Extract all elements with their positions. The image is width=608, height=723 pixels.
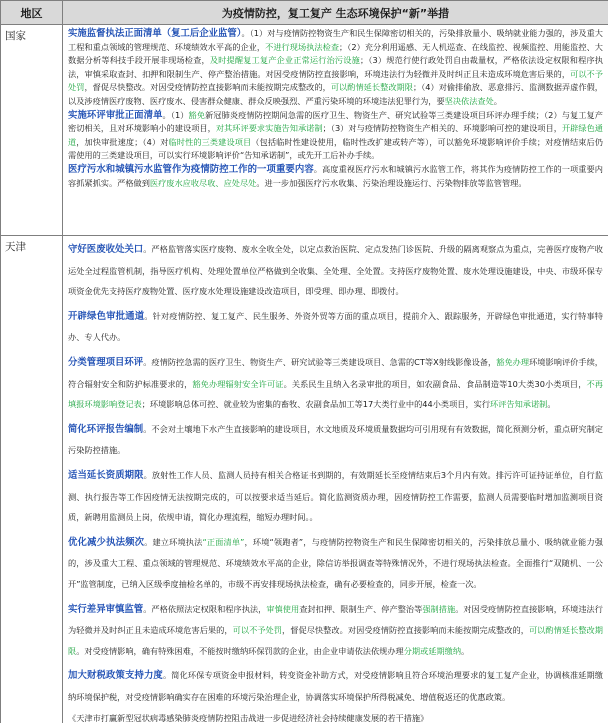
tianjin-item-3-highlight-1: 豁免办理 — [496, 356, 530, 367]
tianjin-item-8-title: 加大财税政策支持力度 — [68, 670, 163, 682]
tianjin-item-2-title: 开辟绿色审批通道 — [68, 310, 145, 322]
national-p3-title: 医疗污水和城镇污水监管作为疫情防控工作的一项重要内容 — [68, 163, 314, 175]
national-p2-title: 实施环评审批正面清单 — [68, 109, 163, 121]
tianjin-item-2-text-1: 。针对疫情防控、复工复产、民生服务、外资外贸等方面的重点项目，提前介入、跟踪服务，开辟绿色审批通道，实行特事特办、专人代办。 — [68, 310, 603, 343]
tianjin-item-5-text-1: 。放射性工作人员、监测人员持有相关合格证书到期的，有效期延长至疫情结束后3个月内有效。排污许可证持证单位，自行监测、执行报告等工作因疫情无法按期完成的，可以按要求适当延后。简化监测资质办理，因疫情防控工作需要，监测人员需要临时增加监测项目资质，新聘用监测员上岗，依规申请，简化办理流程，缩短办理时间。。 — [68, 469, 603, 523]
tianjin-item-3-text-4: ；环境影响总体可控、就业较为密集的畜牧、农副食品加工等17大类行业中的44小类项目，实行 — [141, 399, 491, 410]
tianjin-item-7-highlight-3: 可以不予处罚 — [232, 625, 283, 636]
national-p2-text-5: （包括临时性建设使用，临时性改扩建或转产等），可以豁免环境影响评价手续；对疫情结束后仍需使用的三类建设项目，可以实行环境影响评价“告知承诺制”，或先开工后补办手续。 — [68, 136, 603, 161]
content-cell-national — [63, 25, 608, 236]
national-p2-text-1: 。（1） — [162, 109, 189, 120]
tianjin-item-7-title: 实行差异审慎监管 — [68, 603, 144, 615]
national-p1-text-5: ；（4）对偷排偷放、恶意排污、监测数据弄虚作假，以及涉疫情医疗废物、医疗废水、侵害群众健康、群众反映强烈、严重污染环境的环境违法犯罪行为，要 — [68, 82, 603, 106]
tianjin-item-6-highlight-1: “正面清单” — [202, 536, 245, 547]
national-paragraph-1 — [68, 27, 603, 109]
table-row-national — [1, 25, 608, 236]
tianjin-item-1-title: 守好医废收处关口 — [68, 244, 144, 255]
tianjin-item-7 — [68, 599, 603, 662]
tianjin-item-3-highlight-4: 环评告知承诺制 — [490, 399, 548, 410]
national-p1-text-2: ；（2）充分利用遥感、无人机巡查、在线监控、视频监控、用能监控、大数据分析等科技手段开展非现场检查， — [68, 41, 603, 66]
tianjin-item-1 — [68, 239, 603, 302]
national-p1-text-1: 。（1）对与疫情防控物资生产和民生保障密切相关的，污染排放量小、吸纳就业能力强的，涉及重大工程和重点领域的管理规范、环境绩效水平高的企业， — [68, 28, 603, 52]
table-header-row — [1, 1, 608, 25]
national-p1-highlight-1: 不进行现场执法检查 — [265, 41, 340, 52]
tianjin-item-4-title: 简化环评报告编制 — [68, 423, 144, 435]
tianjin-item-3-highlight-2: 豁免办理辐射安全许可证 — [192, 378, 284, 389]
tianjin-item-4 — [68, 419, 603, 461]
tianjin-item-6 — [68, 532, 603, 595]
tianjin-item-7-text-3: 。对因受疫情防控直接影响，环境违法行为轻微并及时纠正且未造成环境危害后果的， — [68, 603, 603, 636]
national-p3-highlight-1: 医疗废水应收尽收、应处尽处 — [149, 177, 257, 188]
tianjin-item-6-text-1: 。建立环境执法 — [144, 536, 203, 547]
national-p2-highlight-2: 对其环评要求实施告知承诺制 — [215, 123, 323, 134]
tianjin-item-4-text-1: 。不会对土壤地下水产生直接影响的建设项目，水文地质及环境质量数据均可引用现有有效数据，简化预测分析，重点研究制定污染防控措施。 — [68, 423, 603, 456]
tianjin-item-5-title: 适当延长资质期限 — [68, 469, 144, 481]
national-p1-text-4: ，督促尽快整改。对因受疫情防控直接影响而未能按期完成整改的， — [84, 82, 331, 93]
tianjin-item-3-text-1: 。疫情防控急需的医疗卫生、物资生产、研究试验等三类建设项目、急需的CT等X射线影像设备， — [143, 356, 497, 367]
national-p2-text-2: 新冠肺炎疫情防控期间急需的医疗卫生、物资生产、研究试验等三类建设项目环评办理手续；（2）与复工复产密切相关，且对环境影响小的建设项目， — [68, 109, 603, 134]
national-paragraph-3 — [68, 163, 603, 190]
national-p1-text-6: 。 — [493, 95, 502, 106]
tianjin-item-3-highlight-3: 不再填报环境影响登记表 — [68, 378, 603, 410]
tianjin-item-6-title: 优化减少执法频次 — [68, 536, 145, 548]
region-cell-national: 国家 — [1, 25, 63, 236]
tianjin-item-7-text-1: 。严格依照法定权限和程序执法， — [143, 603, 267, 614]
national-p1-highlight-4: 可以酌情延长整改期限 — [330, 82, 413, 93]
tianjin-item-3-text-3: 。关系民生且纳入名录审批的项目，如农副食品、食品制造等10大类30小类项目， — [283, 378, 587, 389]
national-p1-title: 实施监督执法正面清单（复工后企业监管） — [68, 28, 242, 39]
tianjin-item-7-text-2: 查封扣押、限制生产、停产整治等 — [299, 603, 423, 614]
tianjin-item-7-highlight-1: 审慎使用 — [266, 603, 300, 614]
national-p3-text-1: 。高度重视医疗污水和城镇污水监管工作，将其作为疫情防控工作的一项重要内容抓紧抓实。严格做到 — [68, 163, 603, 188]
tianjin-source-note: 《天津市打赢新型冠状病毒感染肺炎疫情防控阻击战进一步促进经济社会持续健康发展的若干措施》 — [68, 713, 429, 723]
national-p1-highlight-5: 坚决依法查处 — [444, 95, 494, 106]
tianjin-item-7-text-4: ，督促尽快整改。对因受疫情防控直接影响而未能按期完成整改的， — [282, 625, 529, 636]
tianjin-item-3-title: 分类管理项目环评 — [68, 356, 144, 368]
header-region: 地区 — [1, 1, 63, 25]
national-paragraph-2 — [68, 109, 603, 163]
tianjin-item-7-text-6: 。 — [461, 645, 470, 656]
tianjin-item-5 — [68, 465, 603, 528]
tianjin-item-1-text-1: 。严格监管落实医疗废物、废水全收全处，以定点救治医院、定点发热门诊医院、升级的隔离观察点为重点，完善医疗废物产收运处全过程监管机制，指导医疗机构、处理处置单位严格做到全收集、全处理、全处置。支持医疗废物处置、废水处理设施建设，中央、市级环保专项资金优先支持医疗废物处置、医疗废水处理设施建设改造项目，即受理、即办理、即拨付。 — [68, 244, 603, 297]
tianjin-item-8-text-1: 。简化环保专项资金申报材料，转变资金补助方式，对受疫情影响且符合环境治理要求的复工复产企业，协调核准延期缴纳环境保护税，对受疫情影响确实存在困难的环境污染治理企业，协调落实环境保护所得税减免、增值税返还的优惠政策。 — [68, 670, 603, 702]
tianjin-item-6-text-2: ，环境“领跑者”，与疫情防控物资生产和民生保障密切相关的，污染排放总量小、吸纳就业能力强的，涉及重大工程、重点领域的管理规范、环境绩效水平高的企业，除信访举报调查等特殊情况外，不进行现场执法检查。全面推行“双随机、一公开”监管制度，已纳入区级季度抽检名单的，市级不再安排现场执法检查，确有必要检查的，同步开展，检查一次。 — [68, 536, 603, 589]
national-p2-highlight-1: 豁免 — [188, 109, 206, 120]
national-p1-highlight-3: 可以不予处罚 — [68, 68, 603, 93]
tianjin-item-3-text-2: 环境影响评价手续，符合辐射安全和防护标准要求的， — [68, 356, 603, 389]
national-p1-highlight-2: 及时提醒复工复产企业正常运行治污设施 — [209, 55, 360, 66]
national-p2-highlight-4: 临时性的三类建设项目 — [168, 136, 252, 147]
national-p1-text-3: ；（3）规范行使行政处罚自由裁量权，严格依法设定权限和程序执法，审慎采取查封、扣押和限制生产、停产整治措施。对因受疫情防控直接影响，环境违法行为轻微并及时纠正且未造成环境危害后果的， — [68, 55, 603, 79]
tianjin-item-7-highlight-5: 分期或延期缴纳 — [403, 645, 462, 656]
national-p2-text-4: ，加快审批速度；（4）对 — [76, 136, 169, 147]
national-p2-text-3: ；（3）对与疫情防控物资生产相关的、环境影响可控的建设项目， — [322, 123, 562, 134]
header-title: 为疫情防控，复工复产 生态环境保护“新”举措 — [63, 1, 608, 25]
region-cell-tianjin: 天津 — [1, 236, 63, 723]
tianjin-item-2 — [68, 306, 603, 348]
tianjin-item-3 — [68, 352, 603, 415]
tianjin-item-3-text-5: 。 — [547, 399, 556, 410]
national-p3-text-2: 。进一步加强医疗污水收集、污染治理设施运行、污染物排放等监管管理。 — [256, 177, 527, 188]
table-row-tianjin — [1, 236, 608, 723]
tianjin-item-7-highlight-4: 可以酌情延长整改期限 — [68, 625, 603, 656]
tianjin-item-7-highlight-2: 强制措施 — [422, 603, 456, 614]
tianjin-item-8 — [68, 665, 603, 707]
content-cell-tianjin — [63, 236, 608, 723]
tianjin-item-7-text-5: 。对受疫情影响，确有特殊困难，不能按时缴纳环保罚款的企业，由企业申请依法依规办理 — [76, 645, 404, 656]
national-p2-highlight-3: 开辟绿色通道 — [68, 123, 603, 147]
